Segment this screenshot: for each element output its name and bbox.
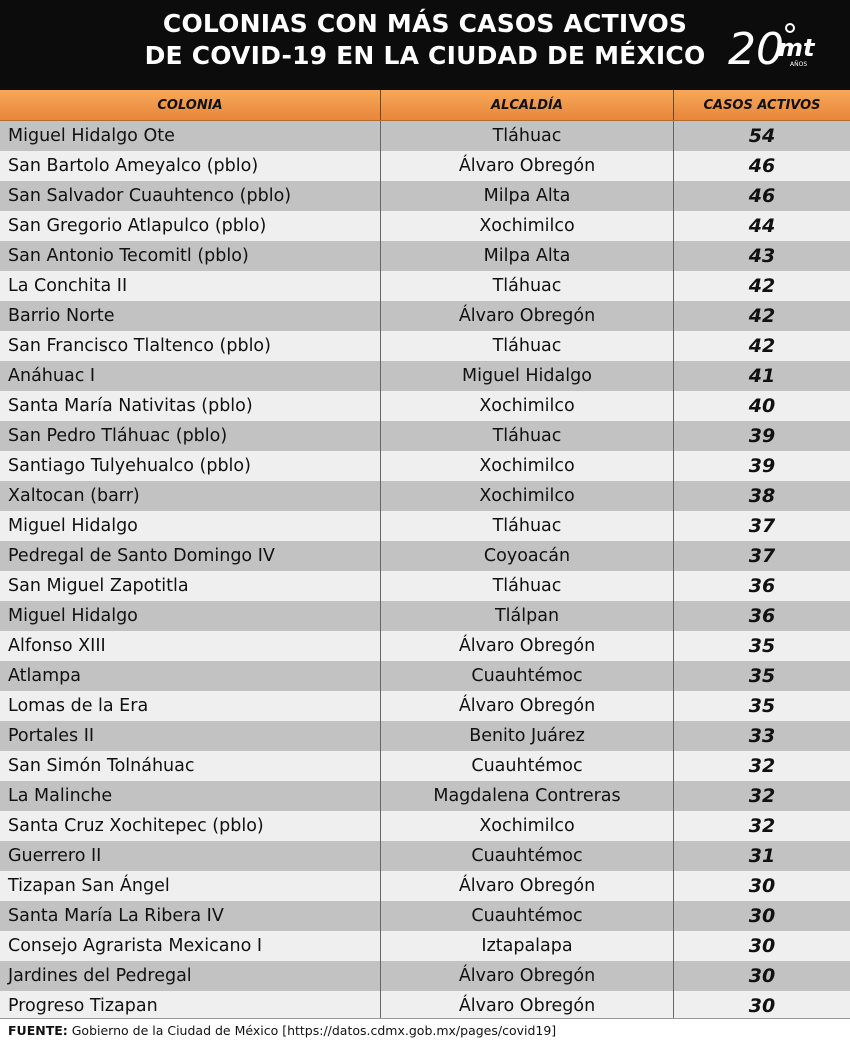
cell-alcaldia: Tláhuac bbox=[381, 271, 674, 301]
cell-colonia: Tizapan San Ángel bbox=[0, 871, 381, 901]
cell-colonia: Progreso Tizapan bbox=[0, 991, 381, 1021]
table-row bbox=[0, 691, 850, 721]
cell-alcaldia: Iztapalapa bbox=[381, 931, 674, 961]
table-row bbox=[0, 811, 850, 841]
cell-casos-activos: 40 bbox=[748, 395, 776, 417]
cell-colonia: Consejo Agrarista Mexicano I bbox=[0, 931, 381, 961]
table-row bbox=[0, 721, 850, 751]
cell-alcaldia: Álvaro Obregón bbox=[381, 691, 674, 721]
title-line-2: DE COVID-19 EN LA CIUDAD DE MÉXICO bbox=[144, 41, 706, 70]
table-row bbox=[0, 181, 850, 211]
cell-colonia: Jardines del Pedregal bbox=[0, 961, 381, 991]
cell-alcaldia: Xochimilco bbox=[381, 811, 674, 841]
cell-alcaldia: Álvaro Obregón bbox=[381, 871, 674, 901]
cell-colonia: La Malinche bbox=[0, 781, 381, 811]
table-row bbox=[0, 601, 850, 631]
table-row bbox=[0, 361, 850, 391]
milenio-20-anos-logo bbox=[728, 14, 820, 74]
cell-casos-activos: 31 bbox=[748, 845, 776, 867]
cell-colonia: Atlampa bbox=[0, 661, 381, 691]
column-header-colonia: COLONIA bbox=[0, 90, 381, 120]
cell-alcaldia: Magdalena Contreras bbox=[381, 781, 674, 811]
cell-alcaldia: Milpa Alta bbox=[381, 241, 674, 271]
cell-alcaldia: Benito Juárez bbox=[381, 721, 674, 751]
source-footer bbox=[0, 1018, 850, 1045]
table-row bbox=[0, 991, 850, 1021]
cell-casos-activos: 35 bbox=[748, 665, 776, 687]
cell-colonia: Portales II bbox=[0, 721, 381, 751]
cell-casos-activos: 30 bbox=[748, 905, 776, 927]
cell-colonia: Santiago Tulyehualco (pblo) bbox=[0, 451, 381, 481]
cell-casos-activos: 46 bbox=[748, 155, 776, 177]
table-row bbox=[0, 781, 850, 811]
logo-sub: AÑOS bbox=[790, 61, 808, 68]
table-header-row bbox=[0, 90, 850, 121]
cell-alcaldia: Tláhuac bbox=[381, 421, 674, 451]
table-row bbox=[0, 751, 850, 781]
cell-casos-activos: 42 bbox=[748, 275, 776, 297]
table-row bbox=[0, 391, 850, 421]
cell-alcaldia: Álvaro Obregón bbox=[381, 301, 674, 331]
cell-casos-activos: 33 bbox=[748, 725, 776, 747]
table-row bbox=[0, 631, 850, 661]
cell-colonia: Miguel Hidalgo bbox=[0, 511, 381, 541]
logo-letters: mt bbox=[778, 34, 815, 62]
table-row bbox=[0, 151, 850, 181]
cell-casos-activos: 37 bbox=[748, 545, 776, 567]
column-header-alcaldia: ALCALDÍA bbox=[381, 90, 674, 120]
cell-casos-activos: 46 bbox=[748, 185, 776, 207]
cell-colonia: San Bartolo Ameyalco (pblo) bbox=[0, 151, 381, 181]
cell-alcaldia: Coyoacán bbox=[381, 541, 674, 571]
cell-colonia: Pedregal de Santo Domingo IV bbox=[0, 541, 381, 571]
cell-colonia: San Simón Tolnáhuac bbox=[0, 751, 381, 781]
logo-number: 20 bbox=[728, 24, 784, 74]
table-row bbox=[0, 241, 850, 271]
cell-colonia: Anáhuac I bbox=[0, 361, 381, 391]
cell-alcaldia: Cuauhtémoc bbox=[381, 841, 674, 871]
cell-alcaldia: Tláhuac bbox=[381, 571, 674, 601]
cell-colonia: Barrio Norte bbox=[0, 301, 381, 331]
cell-casos-activos: 32 bbox=[748, 755, 776, 777]
cell-casos-activos: 36 bbox=[748, 605, 776, 627]
cell-alcaldia: Álvaro Obregón bbox=[381, 991, 674, 1021]
page-title bbox=[0, 8, 850, 72]
cell-casos-activos: 38 bbox=[748, 485, 776, 507]
footer-label: FUENTE: bbox=[8, 1023, 68, 1038]
cell-casos-activos: 42 bbox=[748, 335, 776, 357]
cell-alcaldia: Tláhuac bbox=[381, 511, 674, 541]
cell-casos-activos: 39 bbox=[748, 455, 776, 477]
cell-casos-activos: 41 bbox=[748, 365, 776, 387]
cell-colonia: San Gregorio Atlapulco (pblo) bbox=[0, 211, 381, 241]
cell-alcaldia: Xochimilco bbox=[381, 451, 674, 481]
table-row bbox=[0, 571, 850, 601]
table-row bbox=[0, 451, 850, 481]
logo-dot-icon bbox=[786, 24, 794, 32]
cell-casos-activos: 44 bbox=[748, 215, 776, 237]
title-line-1: COLONIAS CON MÁS CASOS ACTIVOS bbox=[162, 9, 688, 38]
table-row bbox=[0, 961, 850, 991]
table-row bbox=[0, 301, 850, 331]
footer-text: Gobierno de la Ciudad de México [https://datos.cdmx.gob.mx/pages/covid19] bbox=[71, 1023, 557, 1038]
cell-colonia: Santa Cruz Xochitepec (pblo) bbox=[0, 811, 381, 841]
table-row bbox=[0, 931, 850, 961]
cell-casos-activos: 37 bbox=[748, 515, 776, 537]
cell-colonia: La Conchita II bbox=[0, 271, 381, 301]
cell-casos-activos: 32 bbox=[748, 815, 776, 837]
cell-alcaldia: Xochimilco bbox=[381, 481, 674, 511]
table-row bbox=[0, 271, 850, 301]
cell-casos-activos: 30 bbox=[748, 875, 776, 897]
cell-casos-activos: 30 bbox=[748, 965, 776, 987]
cell-alcaldia: Cuauhtémoc bbox=[381, 901, 674, 931]
cell-alcaldia: Cuauhtémoc bbox=[381, 751, 674, 781]
cell-casos-activos: 35 bbox=[748, 635, 776, 657]
table-row bbox=[0, 331, 850, 361]
table-row bbox=[0, 661, 850, 691]
cell-alcaldia: Miguel Hidalgo bbox=[381, 361, 674, 391]
cases-table bbox=[0, 90, 850, 1021]
table-row bbox=[0, 421, 850, 451]
cell-alcaldia: Álvaro Obregón bbox=[381, 961, 674, 991]
cell-alcaldia: Xochimilco bbox=[381, 211, 674, 241]
cell-colonia: San Pedro Tláhuac (pblo) bbox=[0, 421, 381, 451]
cell-casos-activos: 30 bbox=[748, 935, 776, 957]
cell-alcaldia: Tláhuac bbox=[381, 121, 674, 151]
cell-colonia: Lomas de la Era bbox=[0, 691, 381, 721]
cell-alcaldia: Álvaro Obregón bbox=[381, 151, 674, 181]
table-row bbox=[0, 871, 850, 901]
cell-alcaldia: Cuauhtémoc bbox=[381, 661, 674, 691]
cell-colonia: Guerrero II bbox=[0, 841, 381, 871]
cell-alcaldia: Álvaro Obregón bbox=[381, 631, 674, 661]
table-row bbox=[0, 841, 850, 871]
cell-colonia: Miguel Hidalgo bbox=[0, 601, 381, 631]
table-row bbox=[0, 211, 850, 241]
cell-colonia: Santa María La Ribera IV bbox=[0, 901, 381, 931]
cell-casos-activos: 42 bbox=[748, 305, 776, 327]
cell-colonia: San Francisco Tlaltenco (pblo) bbox=[0, 331, 381, 361]
cell-casos-activos: 54 bbox=[748, 125, 776, 147]
table-row bbox=[0, 481, 850, 511]
table-body bbox=[0, 121, 850, 1021]
table-row bbox=[0, 541, 850, 571]
cell-alcaldia: Tlálpan bbox=[381, 601, 674, 631]
column-header-casos-activos: CASOS ACTIVOS bbox=[703, 97, 821, 113]
cell-casos-activos: 30 bbox=[748, 995, 776, 1017]
cell-colonia: Santa María Nativitas (pblo) bbox=[0, 391, 381, 421]
cell-colonia: San Salvador Cuauhtenco (pblo) bbox=[0, 181, 381, 211]
cell-alcaldia: Xochimilco bbox=[381, 391, 674, 421]
cell-colonia: Alfonso XIII bbox=[0, 631, 381, 661]
cell-colonia: San Miguel Zapotitla bbox=[0, 571, 381, 601]
table-row bbox=[0, 121, 850, 151]
table-row bbox=[0, 511, 850, 541]
cell-casos-activos: 35 bbox=[748, 695, 776, 717]
cell-casos-activos: 36 bbox=[748, 575, 776, 597]
header-banner bbox=[0, 0, 850, 90]
cell-colonia: San Antonio Tecomitl (pblo) bbox=[0, 241, 381, 271]
cell-casos-activos: 39 bbox=[748, 425, 776, 447]
cell-alcaldia: Milpa Alta bbox=[381, 181, 674, 211]
cell-alcaldia: Tláhuac bbox=[381, 331, 674, 361]
cell-casos-activos: 32 bbox=[748, 785, 776, 807]
cell-colonia: Xaltocan (barr) bbox=[0, 481, 381, 511]
table-row bbox=[0, 901, 850, 931]
cell-colonia: Miguel Hidalgo Ote bbox=[0, 121, 381, 151]
cell-casos-activos: 43 bbox=[748, 245, 776, 267]
